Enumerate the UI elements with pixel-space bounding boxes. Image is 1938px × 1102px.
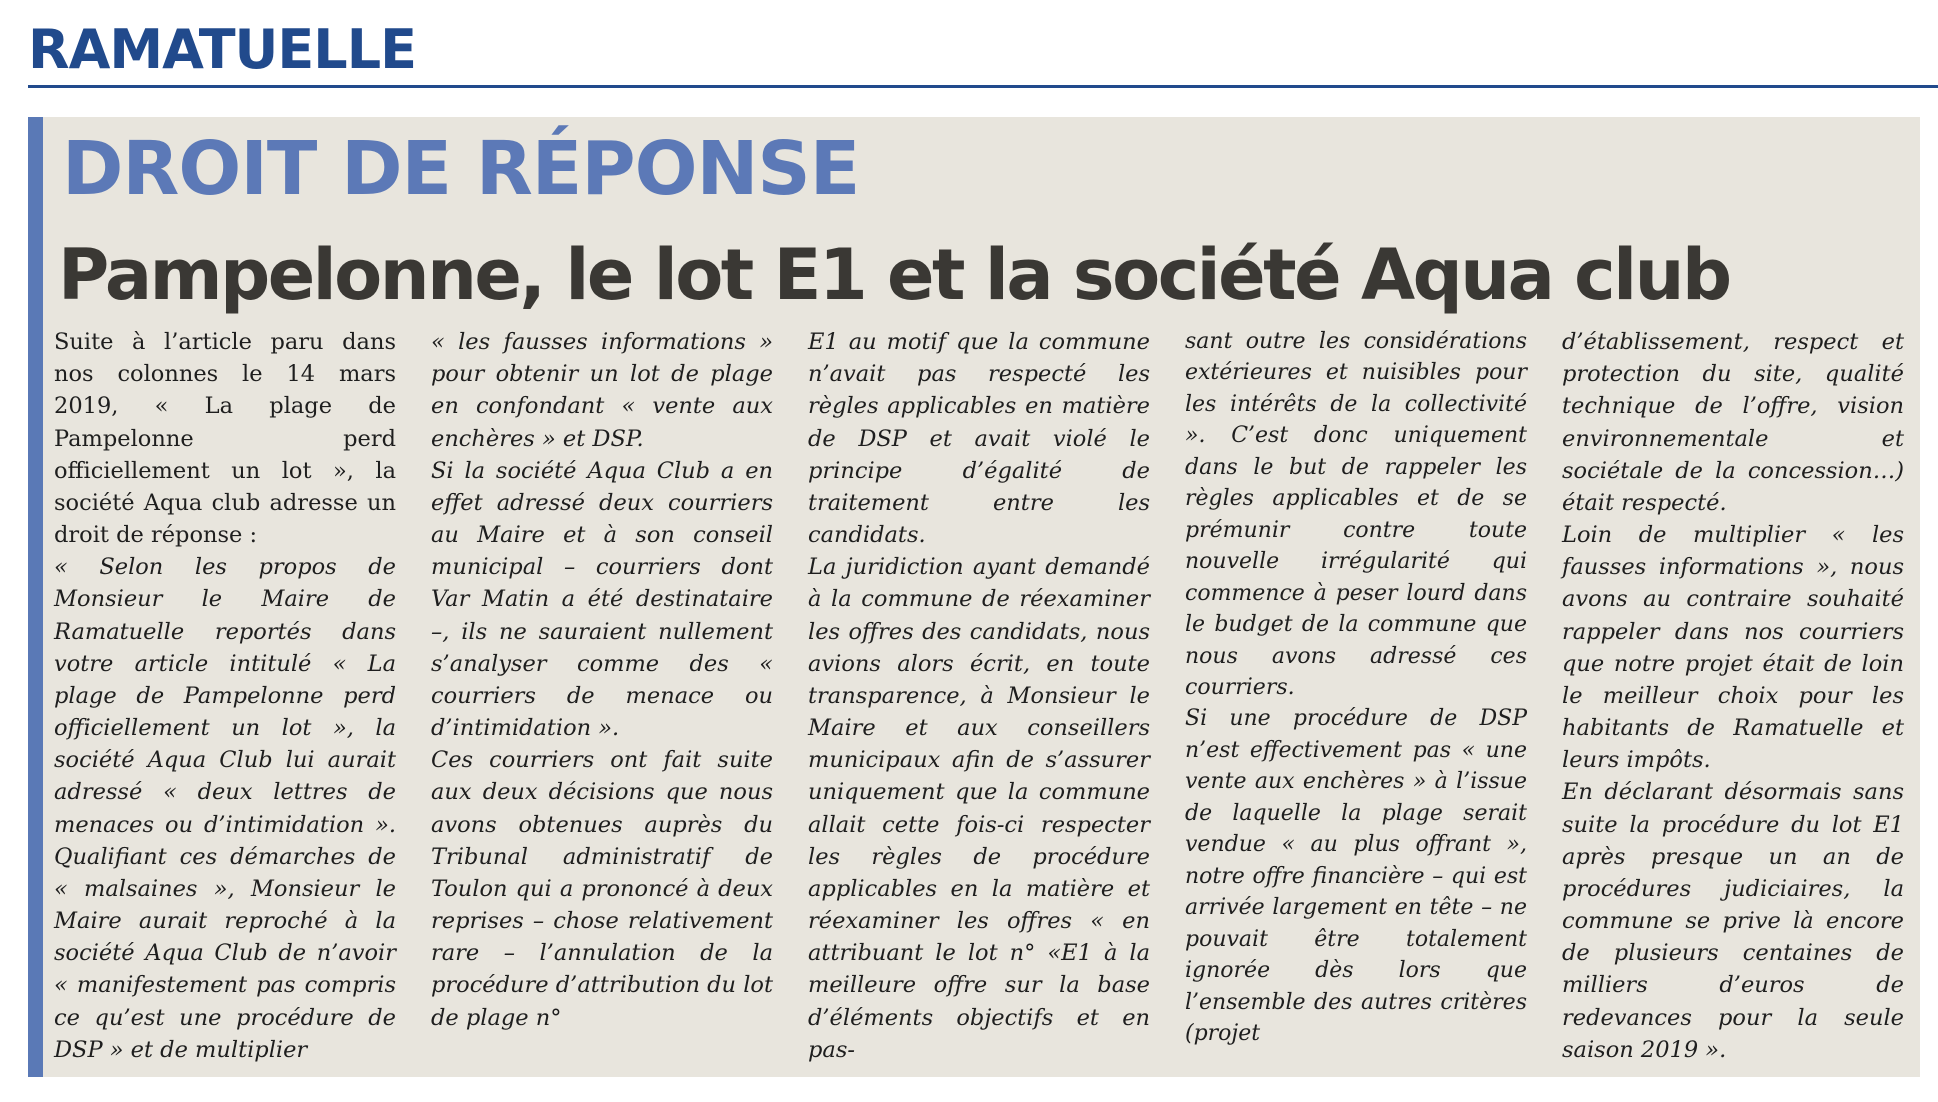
article-column-4: [1185, 326, 1527, 1049]
paragraph: Loin de multiplier « les fausses informations », nous avons au contraire souhaité rappeler dans nos courriers que notre projet était de loin le meilleur choix pour les habitants de Ramatuelle et leurs impôts.: [1562, 522, 1904, 774]
paragraph: En déclarant désormais sans suite la procédure du lot E1 après presque un an de procédures judiciaires, la commune se prive là encore de plusieurs centaines de milliers d’euros de redevances pour la seule saison 2019 ».: [1562, 779, 1904, 1063]
paragraph: Si la société Aqua Club a en effet adressé deux courriers au Maire et à son conseil municipal – courriers dont Var Matin a été destinataire –, ils ne sauraient nullement s’analyser comme des « courriers de menace ou d’intimidation ».: [431, 457, 773, 742]
paragraph: sant outre les considérations extérieures et nuisibles pour les intérêts de la collectivité ». C’est donc uniquement dans le but de rappeler les règles applicables et de se prémunir contre toute nouvelle irrégularité qui commence à peser lourd dans le budget de la commune que nous avons adressé ces courriers.: [1185, 329, 1527, 700]
article-kicker: DROIT DE RÉPONSE: [62, 126, 860, 212]
article-column-1: [54, 326, 396, 1066]
section-divider: [28, 85, 1938, 88]
paragraph: « les fausses informations » pour obtenir un lot de plage en confondant « vente aux enchères » et DSP.: [431, 329, 773, 452]
article-column-5: [1562, 326, 1904, 1066]
article-column-3: [808, 326, 1150, 1066]
article-accent-bar: [28, 117, 43, 1077]
paragraph: d’établissement, respect et protection du site, qualité technique de l’offre, vision environnementale et sociétale de la concession…) était respecté.: [1562, 329, 1904, 516]
paragraph: E1 au motif que la commune n’avait pas respecté les règles applicables en matière de DSP et avait violé le principe d’égalité de traitement entre les candidats.: [808, 329, 1150, 549]
article-column-2: [431, 326, 773, 1034]
paragraph: Ces courriers ont fait suite aux deux décisions que nous avons obtenues auprès du Tribunal administratif de Toulon qui a prononcé à deux reprises – chose relativement rare – l’annulation de la procédure d’attribution du lot de plage n°: [431, 747, 773, 1031]
paragraph: Suite à l’article paru dans nos colonnes le 14 mars 2019, « La plage de Pampelonne perd officiellement un lot », la société Aqua club adresse un droit de réponse :: [54, 329, 396, 549]
paragraph: La juridiction ayant demandé à la commune de réexaminer les offres des candidats, nous avions alors écrit, en toute transparence, à Monsieur le Maire et aux conseillers municipaux afin de s’assurer uniquement que la commune allait cette fois-ci respecter les règles de procédure applicables en la matière et réexaminer les offres « en attribuant le lot n° «E1 à la meilleure offre sur la base d’éléments objectifs et en pas-: [808, 554, 1150, 1063]
section-heading: RAMATUELLE: [28, 18, 416, 81]
article-headline: Pampelonne, le lot E1 et la société Aqua club: [58, 234, 1730, 316]
paragraph: « Selon les propos de Monsieur le Maire de Ramatuelle reportés dans votre article intitulé « La plage de Pampelonne perd officiellement un lot », la société Aqua Club lui aurait adressé « deux lettres de menaces ou d’intimidation ». Qualifiant ces démarches de « malsaines », Monsieur le Maire aurait reproché à la société Aqua Club de n’avoir « manifestement pas compris ce qu’est une procédure de DSP » et de multiplier: [54, 554, 396, 1063]
paragraph: Si une procédure de DSP n’est effectivement pas « une vente aux enchères » à l’issue de laquelle la plage serait vendue « au plus offrant », notre offre financière – qui est arrivée largement en tête – ne pouvait être totalement ignorée dès lors que l’ensemble des autres critères (projet: [1185, 706, 1527, 1046]
